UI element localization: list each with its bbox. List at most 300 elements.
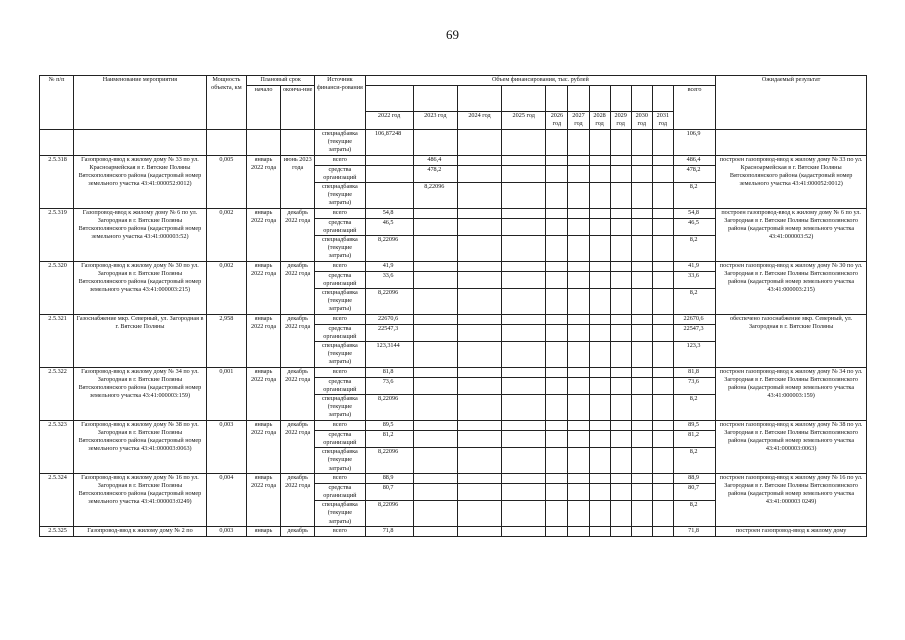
- value-empty: [631, 430, 652, 447]
- value-2023: [413, 271, 457, 288]
- header-year: 2029 год: [610, 112, 631, 130]
- value-empty: [502, 289, 546, 315]
- value-total: 22547,3: [673, 324, 715, 341]
- value-total: 71,8: [673, 526, 715, 536]
- header-blank: [546, 86, 568, 112]
- value-empty: [546, 526, 568, 536]
- value-empty: [631, 155, 652, 165]
- header-year: 2024 год: [457, 112, 501, 130]
- value-2023: [413, 448, 457, 474]
- value-empty: [589, 165, 610, 182]
- value-empty: [652, 208, 673, 218]
- event-name: Газопровод-ввод к жилому дому № 6 по ул. Загородная в г. Вятские Поляны Вятскополянского района (кадастровый номер земельного участка 43:41:000003:52): [74, 208, 207, 261]
- value-empty: [631, 448, 652, 474]
- header-year: 2026 год: [546, 112, 568, 130]
- value-empty: [589, 183, 610, 209]
- value-empty: [457, 420, 501, 430]
- header-blank: [413, 86, 457, 112]
- value-empty: [631, 324, 652, 341]
- value-empty: [457, 526, 501, 536]
- capacity-value: 0,005: [206, 155, 246, 208]
- value-2022: 46,5: [365, 218, 413, 235]
- value-empty: [568, 420, 589, 430]
- event-name: Газопровод-ввод к жилому дому № 33 по ул. Красноармейская в г. Вятские Поляны Вятскополянского района (кадастровый номер земельного участка 43:41:000052:0012): [74, 155, 207, 208]
- value-total: 106,9: [673, 130, 715, 156]
- value-total: 46,5: [673, 218, 715, 235]
- source-cell: всего: [315, 420, 365, 430]
- value-empty: [546, 183, 568, 209]
- value-empty: [631, 395, 652, 421]
- value-empty: [457, 165, 501, 182]
- value-empty: [589, 483, 610, 500]
- capacity-value: 2,958: [206, 314, 246, 367]
- value-empty: [568, 183, 589, 209]
- value-empty: [546, 483, 568, 500]
- value-2023: [413, 342, 457, 368]
- value-empty: [610, 367, 631, 377]
- value-empty: [568, 526, 589, 536]
- value-total: 81,8: [673, 367, 715, 377]
- term-end: июнь 2023 года: [281, 155, 315, 208]
- row-number: 2.5.323: [40, 420, 74, 473]
- source-cell: всего: [315, 155, 365, 165]
- event-name: Газоснабжение мкр. Северный, ул. Загородная в г. Вятские Поляны: [74, 314, 207, 367]
- source-cell: всего: [315, 473, 365, 483]
- value-empty: [502, 155, 546, 165]
- source-cell: всего: [315, 208, 365, 218]
- value-empty: [457, 261, 501, 271]
- source-cell: спецнадбавка (текущие затраты): [315, 183, 365, 209]
- value-empty: [652, 183, 673, 209]
- table-header: [40, 76, 867, 130]
- value-empty: [546, 289, 568, 315]
- source-cell: спецнадбавка (текущие затраты): [315, 448, 365, 474]
- value-empty: [589, 208, 610, 218]
- value-total: 41,9: [673, 261, 715, 271]
- value-empty: [546, 420, 568, 430]
- expected-result: построен газопровод-ввод к жилому дому № 33 по ул. Красноармейская в г. Вятские Поляны Вятскополянского района (кадастровый номер земельного участка 43:41:000052:0012): [716, 155, 867, 208]
- value-empty: [546, 501, 568, 527]
- value-empty: [652, 155, 673, 165]
- row-number: 2.5.319: [40, 208, 74, 261]
- capacity-value: 0,003: [206, 526, 246, 536]
- carry-over-row: [40, 130, 867, 156]
- value-empty: [457, 155, 501, 165]
- value-2022: 8,22096: [365, 395, 413, 421]
- value-empty: [652, 342, 673, 368]
- value-empty: [631, 183, 652, 209]
- value-empty: [610, 420, 631, 430]
- source-cell: спецнадбавка (текущие затраты): [315, 289, 365, 315]
- value-empty: [568, 218, 589, 235]
- value-2023: [413, 473, 457, 483]
- header-year: 2025 год: [502, 112, 546, 130]
- table-row: [40, 208, 867, 218]
- event-name: Газопровод-ввод к жилому дому № 2 по: [74, 526, 207, 536]
- value-empty: [652, 395, 673, 421]
- source-cell: всего: [315, 314, 365, 324]
- value-empty: [631, 367, 652, 377]
- term-end: декабрь 2022 года: [281, 420, 315, 473]
- value-2022: 8,22096: [365, 501, 413, 527]
- header-year: 2028 год: [589, 112, 610, 130]
- value-empty: [610, 473, 631, 483]
- value-2023: [413, 289, 457, 315]
- value-2023: [413, 430, 457, 447]
- term-start: январь 2022 года: [246, 155, 280, 208]
- header-blank: [568, 86, 589, 112]
- value-empty: [546, 165, 568, 182]
- source-cell: средства организаций: [315, 271, 365, 288]
- value-total: 73,6: [673, 377, 715, 394]
- term-start: январь 2022 года: [246, 314, 280, 367]
- source-cell: спецнадбавка (текущие затраты): [315, 342, 365, 368]
- value-empty: [457, 473, 501, 483]
- value-empty: [589, 473, 610, 483]
- value-empty: [589, 324, 610, 341]
- value-empty: [546, 395, 568, 421]
- value-empty: [652, 483, 673, 500]
- value-2023: [413, 314, 457, 324]
- value-2023: 8,22096: [413, 183, 457, 209]
- value-empty: [652, 271, 673, 288]
- value-empty: [546, 377, 568, 394]
- value-2022: [365, 155, 413, 165]
- value-2022: 71,8: [365, 526, 413, 536]
- value-2022: 8,22096: [365, 289, 413, 315]
- value-total: 8,2: [673, 501, 715, 527]
- value-empty: [502, 395, 546, 421]
- value-empty: [652, 473, 673, 483]
- value-empty: [457, 218, 501, 235]
- value-empty: [652, 501, 673, 527]
- value-2022: 22670,6: [365, 314, 413, 324]
- value-empty: [631, 289, 652, 315]
- value-empty: [610, 155, 631, 165]
- value-empty: [546, 208, 568, 218]
- table-row: [40, 314, 867, 324]
- value-2022: 73,6: [365, 377, 413, 394]
- value-empty: [589, 289, 610, 315]
- value-empty: [568, 448, 589, 474]
- value-empty: [610, 289, 631, 315]
- value-empty: [568, 324, 589, 341]
- header-result: Ожидаемый результат: [716, 76, 867, 130]
- value-empty: [631, 236, 652, 262]
- source-cell: средства организаций: [315, 377, 365, 394]
- value-empty: [546, 218, 568, 235]
- header-year: 2030 год: [631, 112, 652, 130]
- value-empty: [631, 271, 652, 288]
- value-empty: [589, 430, 610, 447]
- source-cell: всего: [315, 261, 365, 271]
- value-empty: [652, 314, 673, 324]
- value-2022: 22547,3: [365, 324, 413, 341]
- value-empty: [457, 377, 501, 394]
- value-total: 8,2: [673, 183, 715, 209]
- source-cell: всего: [315, 367, 365, 377]
- expected-result: построен газопровод-ввод к жилому дому № 30 по ул. Загородная в г. Вятские Поляны Вятскополянского района (кадастровый номер земельного участка 43:41:000003:215): [716, 261, 867, 314]
- value-empty: [610, 448, 631, 474]
- value-empty: [631, 261, 652, 271]
- value-empty: [457, 314, 501, 324]
- value-empty: [546, 473, 568, 483]
- value-2023: [413, 395, 457, 421]
- term-end: декабрь 2022 года: [281, 314, 315, 367]
- value-total: 486,4: [673, 155, 715, 165]
- value-2023: [413, 367, 457, 377]
- value-empty: [457, 395, 501, 421]
- header-term: Плановый срок: [246, 76, 314, 86]
- header-year: 2022 год: [365, 112, 413, 130]
- source-cell: средства организаций: [315, 165, 365, 182]
- value-empty: [610, 271, 631, 288]
- value-empty: [589, 314, 610, 324]
- value-empty: [457, 183, 501, 209]
- source-cell: спецнадбавка (текущие затраты): [315, 501, 365, 527]
- table-row: [40, 473, 867, 483]
- value-empty: [502, 342, 546, 368]
- value-empty: [610, 501, 631, 527]
- expected-result: построен газопровод-ввод к жилому дому № 38 по ул. Загородная в г. Вятские Поляны Вятскополянского района (кадастровый номер земельного участка 43:41:000003:0063): [716, 420, 867, 473]
- value-empty: [589, 271, 610, 288]
- table-row: [40, 155, 867, 165]
- header-source: Источник финанси-рования: [315, 76, 365, 130]
- source-cell: средства организаций: [315, 324, 365, 341]
- value-2023: 486,4: [413, 155, 457, 165]
- capacity-value: 0,003: [206, 420, 246, 473]
- value-2023: [413, 420, 457, 430]
- value-empty: [652, 377, 673, 394]
- value-empty: [610, 395, 631, 421]
- value-empty: [546, 324, 568, 341]
- value-empty: [502, 473, 546, 483]
- value-empty: [568, 289, 589, 315]
- value-empty: [568, 367, 589, 377]
- header-blank: [502, 86, 546, 112]
- value-2023: [413, 208, 457, 218]
- value-empty: [502, 526, 546, 536]
- header-total: всего: [673, 86, 715, 130]
- value-empty: [631, 208, 652, 218]
- term-start: январь: [246, 526, 280, 536]
- capacity-value: 0,002: [206, 261, 246, 314]
- value-empty: [457, 448, 501, 474]
- value-empty: [631, 473, 652, 483]
- header-year: 2031 год: [652, 112, 673, 130]
- value-total: 80,7: [673, 483, 715, 500]
- value-empty: [502, 448, 546, 474]
- value-empty: [502, 420, 546, 430]
- header-blank: [631, 86, 652, 112]
- row-number: 2.5.321: [40, 314, 74, 367]
- term-end: декабрь 2022 года: [281, 367, 315, 420]
- value-2022: 88,9: [365, 473, 413, 483]
- value-empty: [589, 395, 610, 421]
- value-2022: 41,9: [365, 261, 413, 271]
- header-name: Наименование мероприятия: [74, 76, 207, 130]
- value-empty: [610, 218, 631, 235]
- value-empty: [631, 420, 652, 430]
- value-empty: [652, 367, 673, 377]
- value-empty: [610, 165, 631, 182]
- value-total: 8,2: [673, 289, 715, 315]
- expected-result: построен газопровод-ввод к жилому дому: [716, 526, 867, 536]
- capacity-value: 0,004: [206, 473, 246, 526]
- value-empty: [502, 165, 546, 182]
- expected-result: построен газопровод-ввод к жилому дому № 6 по ул. Загородная в г. Вятские Поляны Вятскополянского района (кадастровый номер земельного участка 43:41:000003:52): [716, 208, 867, 261]
- value-2023: [413, 236, 457, 262]
- value-empty: [631, 165, 652, 182]
- term-end: декабрь: [281, 526, 315, 536]
- header-blank: [610, 86, 631, 112]
- value-empty: [546, 448, 568, 474]
- source-cell: средства организаций: [315, 483, 365, 500]
- header-capacity: Мощность объекта, км: [206, 76, 246, 130]
- value-empty: [589, 236, 610, 262]
- header-year: 2023 год: [413, 112, 457, 130]
- value-empty: [457, 483, 501, 500]
- table-row: [40, 261, 867, 271]
- source-cell: средства организаций: [315, 218, 365, 235]
- value-empty: [502, 208, 546, 218]
- value-empty: [546, 342, 568, 368]
- value-empty: [568, 155, 589, 165]
- value-total: 8,2: [673, 395, 715, 421]
- table-body: [40, 130, 867, 537]
- value-empty: [457, 501, 501, 527]
- value-empty: [631, 501, 652, 527]
- value-total: 81,2: [673, 430, 715, 447]
- source-cell: спецнадбавка (текущие затраты): [315, 130, 365, 156]
- row-number: 2.5.318: [40, 155, 74, 208]
- value-empty: [502, 314, 546, 324]
- value-empty: [610, 314, 631, 324]
- value-total: 8,2: [673, 236, 715, 262]
- value-empty: [457, 208, 501, 218]
- value-empty: [568, 473, 589, 483]
- value-empty: [568, 342, 589, 368]
- expected-result: построен газопровод-ввод к жилому дому № 16 по ул. Загородная в г. Вятские Поляны Вятскополянского района (кадастровый номер земельного участка 43:41:000003 0249): [716, 473, 867, 526]
- value-empty: [652, 289, 673, 315]
- value-2022: 54,8: [365, 208, 413, 218]
- value-empty: [546, 314, 568, 324]
- value-empty: [546, 271, 568, 288]
- value-empty: [568, 271, 589, 288]
- value-empty: [589, 218, 610, 235]
- capacity-value: 0,002: [206, 208, 246, 261]
- value-empty: [568, 165, 589, 182]
- value-2023: [413, 377, 457, 394]
- value-2022: [365, 165, 413, 182]
- value-total: 88,9: [673, 473, 715, 483]
- value-2023: 478,2: [413, 165, 457, 182]
- value-empty: [546, 261, 568, 271]
- source-cell: всего: [315, 526, 365, 536]
- value-empty: [502, 218, 546, 235]
- financing-table: [39, 75, 867, 537]
- term-start: январь 2022 года: [246, 473, 280, 526]
- header-blank: [457, 86, 501, 112]
- header-blank: [652, 86, 673, 112]
- value-total: 123,3: [673, 342, 715, 368]
- value-empty: [502, 367, 546, 377]
- value-empty: [652, 261, 673, 271]
- term-end: декабрь 2022 года: [281, 261, 315, 314]
- value-empty: [610, 483, 631, 500]
- event-name: Газопровод-ввод к жилому дому № 34 по ул. Загородная в г. Вятские Поляны Вятскополянского района (кадастровый номер земельного участка 43:41:000003:159): [74, 367, 207, 420]
- value-empty: [546, 155, 568, 165]
- source-cell: спецнадбавка (текущие затраты): [315, 236, 365, 262]
- value-2022: 106,87248: [365, 130, 413, 156]
- header-financing: Объем финансирования, тыс. рублей: [365, 76, 716, 86]
- header-number: № п/п: [40, 76, 74, 130]
- value-empty: [413, 526, 457, 536]
- value-empty: [502, 183, 546, 209]
- term-end: декабрь 2022 года: [281, 473, 315, 526]
- header-term-end: оконча-ние: [281, 86, 315, 130]
- value-empty: [610, 261, 631, 271]
- term-start: январь 2022 года: [246, 261, 280, 314]
- value-empty: [568, 261, 589, 271]
- value-empty: [589, 377, 610, 394]
- value-empty: [652, 448, 673, 474]
- value-empty: [568, 236, 589, 262]
- value-2022: 89,5: [365, 420, 413, 430]
- value-empty: [631, 314, 652, 324]
- value-empty: [457, 271, 501, 288]
- value-empty: [610, 236, 631, 262]
- value-total: 33,6: [673, 271, 715, 288]
- value-total: 89,5: [673, 420, 715, 430]
- value-empty: [568, 377, 589, 394]
- value-empty: [589, 448, 610, 474]
- table-row: [40, 526, 867, 536]
- value-2022: 81,2: [365, 430, 413, 447]
- header-blank: [365, 86, 413, 112]
- value-empty: [589, 501, 610, 527]
- value-empty: [610, 526, 631, 536]
- value-empty: [652, 218, 673, 235]
- value-empty: [610, 324, 631, 341]
- value-2022: [365, 183, 413, 209]
- value-empty: [546, 430, 568, 447]
- value-2023: [413, 324, 457, 341]
- value-2022: 80,7: [365, 483, 413, 500]
- value-2023: [413, 218, 457, 235]
- value-empty: [610, 430, 631, 447]
- value-empty: [631, 377, 652, 394]
- value-empty: [457, 367, 501, 377]
- value-empty: [610, 342, 631, 368]
- term-start: январь 2022 года: [246, 420, 280, 473]
- value-total: 54,8: [673, 208, 715, 218]
- value-empty: [457, 342, 501, 368]
- value-empty: [546, 367, 568, 377]
- row-number: 2.5.320: [40, 261, 74, 314]
- value-empty: [631, 218, 652, 235]
- value-empty: [631, 342, 652, 368]
- value-empty: [589, 526, 610, 536]
- value-empty: [546, 236, 568, 262]
- source-cell: средства организаций: [315, 430, 365, 447]
- value-empty: [502, 430, 546, 447]
- value-empty: [652, 430, 673, 447]
- capacity-value: 0,001: [206, 367, 246, 420]
- value-empty: [589, 342, 610, 368]
- header-year: 2027 год: [568, 112, 589, 130]
- value-empty: [652, 324, 673, 341]
